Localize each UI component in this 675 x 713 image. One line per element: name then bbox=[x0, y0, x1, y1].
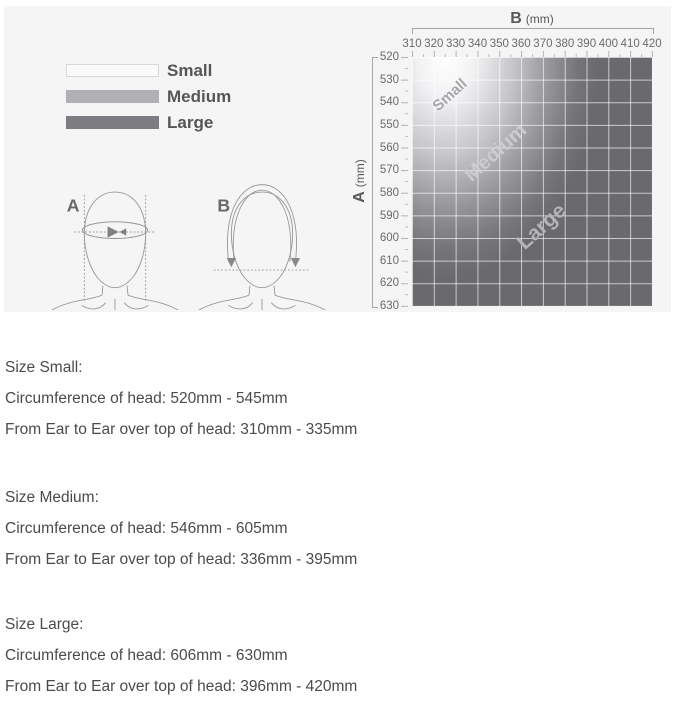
arrow-left-icon bbox=[120, 228, 127, 235]
x-tick: 320 bbox=[424, 38, 444, 50]
x-axis-title bbox=[412, 10, 652, 28]
size-large-ear-to-ear: From Ear to Ear over top of head: 396mm - 420mm bbox=[5, 678, 358, 695]
diagram-b-label: B bbox=[217, 195, 231, 216]
x-axis-tick-labels bbox=[402, 38, 662, 51]
y-tick: 540 bbox=[379, 96, 399, 109]
y-tick: 520 bbox=[379, 51, 399, 63]
x-tick: 390 bbox=[576, 38, 597, 50]
x-tick: 400 bbox=[598, 38, 618, 50]
size-medium-info bbox=[5, 488, 645, 581]
y-axis-letter: A bbox=[351, 191, 368, 203]
y-tick: 550 bbox=[379, 118, 399, 131]
y-tick: 560 bbox=[379, 141, 399, 154]
arrow-down-left-icon bbox=[227, 258, 236, 267]
x-tick: 420 bbox=[642, 38, 662, 50]
legend-swatch-small bbox=[66, 64, 159, 77]
size-medium-ear-to-ear: From Ear to Ear over top of head: 336mm - 395mm bbox=[5, 551, 358, 568]
x-axis-unit: (mm) bbox=[525, 12, 554, 26]
region-label-large: Large bbox=[512, 198, 571, 255]
y-axis-unit: (mm) bbox=[353, 159, 367, 188]
x-axis-letter: B bbox=[510, 10, 522, 27]
y-tick: 600 bbox=[379, 232, 399, 245]
y-tick: 590 bbox=[379, 209, 399, 222]
legend-swatch-large bbox=[66, 116, 159, 129]
x-tick: 350 bbox=[489, 38, 509, 50]
y-tick: 580 bbox=[379, 186, 399, 199]
diagram-a-label: A bbox=[66, 195, 80, 216]
y-tick: 530 bbox=[379, 73, 399, 86]
x-tick: 360 bbox=[511, 38, 531, 50]
head-ear-to-ear-illustration bbox=[182, 180, 342, 310]
region-label-medium: Medium bbox=[460, 119, 532, 187]
size-small-info bbox=[5, 358, 645, 451]
y-tick: 620 bbox=[379, 277, 399, 290]
arrow-down-right-icon bbox=[291, 258, 300, 267]
legend-swatch-medium bbox=[66, 90, 159, 103]
legend-label-small: Small bbox=[167, 61, 213, 80]
size-small-title: Size Small: bbox=[5, 359, 83, 376]
x-tick: 310 bbox=[402, 38, 422, 50]
x-tick: 410 bbox=[620, 38, 640, 50]
size-small-ear-to-ear: From Ear to Ear over top of head: 310mm - 335mm bbox=[5, 421, 358, 438]
size-medium-title: Size Medium: bbox=[5, 489, 99, 506]
size-large-title: Size Large: bbox=[5, 616, 84, 633]
y-tick: 630 bbox=[379, 300, 399, 312]
x-axis-bracket bbox=[412, 28, 654, 34]
x-tick: 340 bbox=[467, 38, 488, 50]
y-axis-minor-ticks bbox=[405, 68, 408, 307]
head-diagram-a bbox=[35, 180, 195, 310]
size-medium-circumference: Circumference of head: 546mm - 605mm bbox=[5, 520, 288, 537]
size-large-info bbox=[5, 615, 645, 708]
size-large-circumference: Circumference of head: 606mm - 630mm bbox=[5, 647, 288, 664]
arrow-right-icon bbox=[108, 226, 119, 237]
y-axis-title bbox=[351, 151, 369, 211]
y-tick: 610 bbox=[379, 254, 399, 267]
region-label-small: Small bbox=[429, 75, 471, 115]
legend-label-medium: Medium bbox=[167, 87, 232, 106]
x-tick: 380 bbox=[555, 38, 575, 50]
head-circumference-illustration bbox=[35, 180, 195, 310]
x-tick: 330 bbox=[446, 38, 466, 50]
x-tick: 370 bbox=[533, 38, 553, 50]
size-heatmap-grid bbox=[412, 57, 652, 306]
y-tick: 570 bbox=[379, 164, 399, 177]
head-diagram-b bbox=[182, 180, 342, 310]
size-small-circumference: Circumference of head: 520mm - 545mm bbox=[5, 390, 288, 407]
y-axis-tick-labels bbox=[378, 51, 399, 312]
legend-label-large: Large bbox=[167, 113, 214, 132]
